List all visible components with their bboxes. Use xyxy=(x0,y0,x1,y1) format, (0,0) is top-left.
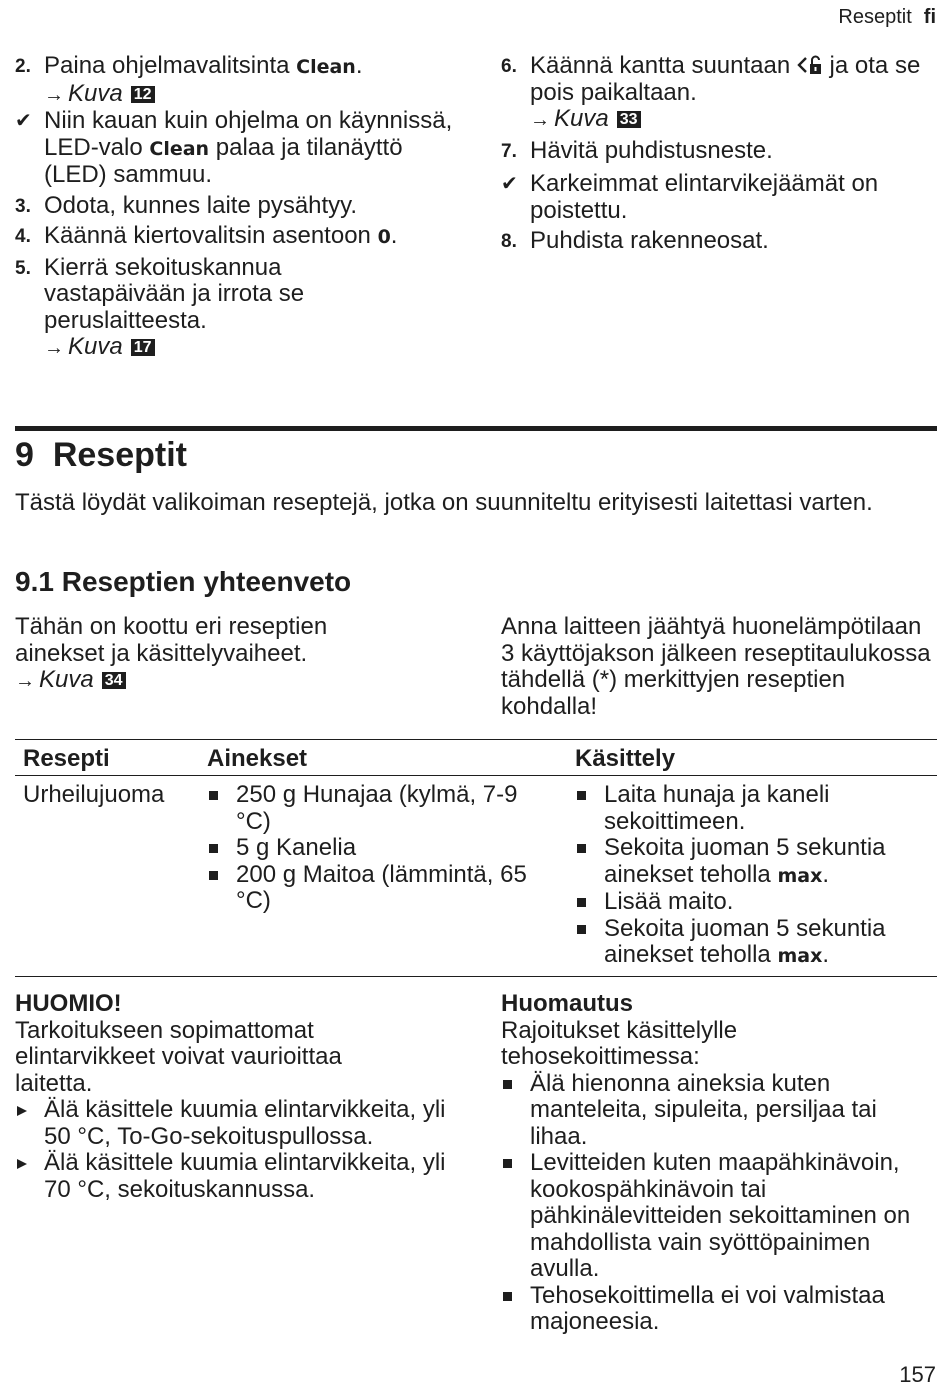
step-text-end: ja ota se pois paikaltaan. xyxy=(530,52,921,106)
left-steps xyxy=(15,53,455,362)
section-number: 9 xyxy=(15,436,34,474)
section-rule xyxy=(15,426,937,431)
list-item: 200 g Maitoa (lämmintä, 65 °C) xyxy=(207,862,559,915)
step-result xyxy=(15,108,455,189)
list-item: 250 g Hunajaa (kylmä, 7-9 °C) xyxy=(207,782,559,835)
unlock-icon xyxy=(797,54,823,76)
subsection-left-text xyxy=(15,614,375,695)
ingredients-list xyxy=(207,782,559,915)
list-item: Älä hienonna aineksia kuten manteleita, sipuleita, persiljaa tai lihaa. xyxy=(501,1071,937,1151)
note-box xyxy=(501,991,937,1336)
recipe-name: Urheilujuoma xyxy=(15,776,199,977)
list-item: 5 g Kanelia xyxy=(207,835,559,862)
checkmark-icon: ✔ xyxy=(501,173,518,195)
step-7 xyxy=(501,138,937,165)
figure-number-badge: 34 xyxy=(102,672,126,689)
figure-ref-label: Kuva xyxy=(68,333,123,360)
step-3 xyxy=(15,193,455,220)
figure-ref-label: Kuva xyxy=(68,79,123,107)
list-item xyxy=(575,782,920,835)
step-text: Sekoita juoman 5 sekuntia ainekset teholla xyxy=(604,914,886,968)
step-2 xyxy=(15,53,455,108)
list-item xyxy=(575,835,920,889)
table-header-row xyxy=(15,740,937,776)
result-text: Niin kauan kuin ohjelma on käynnissä, LED-valo xyxy=(44,107,453,161)
section-intro: Tästä löydät valikoiman reseptejä, jotka on suunniteltu erityisesti laitettasi varten. xyxy=(15,489,873,516)
subsection-heading xyxy=(15,566,351,598)
figure-number-badge: 17 xyxy=(131,339,155,356)
note-text: Rajoitukset käsittelylle tehosekoittimessa: xyxy=(501,1016,738,1070)
subsection-number: 9.1 xyxy=(15,566,54,597)
running-header xyxy=(838,6,936,29)
paragraph: Tähän on koottu eri reseptien ainekset ja käsittelyvaiheet. xyxy=(15,613,328,667)
column-header: Ainekset xyxy=(199,740,567,776)
step-text: Sekoita juoman 5 sekuntia ainekset teholla xyxy=(604,834,886,888)
figure-reference xyxy=(530,105,641,132)
step-text: Käännä kiertovalitsin asentoon xyxy=(44,222,378,249)
figure-number-badge: 12 xyxy=(131,86,155,103)
step-text: Odota, kunnes laite pysähtyy. xyxy=(44,191,358,219)
column-header: Resepti xyxy=(15,740,199,776)
figure-ref-label: Kuva xyxy=(554,105,609,132)
figure-reference xyxy=(44,80,155,107)
processing-cell xyxy=(567,776,937,977)
figure-number-badge: 33 xyxy=(617,111,641,128)
step-text: Kierrä sekoituskannua vastapäivään ja irrota se peruslaitteesta. xyxy=(44,253,305,334)
warning-text: Tarkoitukseen sopimattomat elintarvikkeet voivat vaurioittaa laitetta. xyxy=(15,1016,342,1097)
warning-title: HUOMIO! xyxy=(15,990,122,1017)
page-number: 157 xyxy=(899,1362,936,1387)
step-text-end: . xyxy=(822,860,829,888)
step-text-end: . xyxy=(390,222,398,249)
result-text-end: palaa ja tilanäyttö (LED) sammuu. xyxy=(44,133,403,188)
step-text-end: . xyxy=(822,941,829,968)
figure-reference xyxy=(44,333,155,360)
warning-item xyxy=(15,1150,455,1203)
power-setting: max xyxy=(777,945,823,967)
triangle-bullet-icon xyxy=(17,1159,27,1169)
step-text-end: . xyxy=(355,52,363,79)
arrow-right-icon: → xyxy=(530,109,550,131)
triangle-bullet-icon xyxy=(17,1106,27,1116)
list-item xyxy=(575,889,920,916)
section-heading xyxy=(15,436,187,475)
step-number: 7. xyxy=(501,140,517,162)
arrow-right-icon: → xyxy=(44,337,64,359)
subsection-title: Reseptien yhteenveto xyxy=(61,566,352,597)
step-5 xyxy=(15,255,344,362)
section-title: Reseptit xyxy=(52,436,187,474)
note-list xyxy=(501,1071,937,1336)
column-header: Käsittely xyxy=(567,740,937,776)
step-number: 3. xyxy=(15,195,31,217)
processing-list xyxy=(575,782,920,970)
power-setting: max xyxy=(777,864,823,887)
subsection-right-text: Anna laitteen jäähtyä huonelämpötilaan 3 käyttöjakson jälkeen reseptitaulukossa tähdellä (*) merkittyjen reseptien kohdalla! xyxy=(501,613,931,720)
program-name: Clean xyxy=(296,56,356,78)
warning-item-text: Älä käsittele kuumia elintarvikkeita, yli 50 °C, To-Go-sekoituspullossa. xyxy=(44,1096,446,1150)
step-text: Hävitä puhdistusneste. xyxy=(530,136,773,164)
step-number: 5. xyxy=(15,257,31,279)
warning-item xyxy=(15,1097,455,1150)
list-item xyxy=(575,916,920,970)
step-number: 6. xyxy=(501,56,517,77)
step-6 xyxy=(501,53,937,134)
list-item: Levitteiden kuten maapähkinävoin, kookospähkinävoin tai pähkinälevitteiden sekoittaminen on mahdollista vain syöttöpainimen avulla. xyxy=(501,1150,937,1283)
arrow-right-icon: → xyxy=(44,83,64,106)
step-text: Puhdista rakenneosat. xyxy=(530,227,769,254)
program-name: Clean xyxy=(149,137,210,160)
recipe-table xyxy=(15,739,937,977)
step-text: Paina ohjelmavalitsinta xyxy=(44,52,297,79)
figure-reference xyxy=(15,666,126,693)
warning-item-text: Älä käsittele kuumia elintarvikkeita, yli 70 °C, sekoituskannussa. xyxy=(44,1149,446,1203)
step-number: 8. xyxy=(501,231,517,252)
right-steps xyxy=(501,53,937,255)
arrow-right-icon: → xyxy=(15,670,35,692)
dial-position: 0 xyxy=(377,226,391,248)
note-title: Huomautus xyxy=(501,990,633,1017)
step-text: Laita hunaja ja kaneli sekoittimeen. xyxy=(604,781,830,835)
step-4 xyxy=(15,223,455,251)
step-number: 4. xyxy=(15,226,31,247)
result-text: Karkeimmat elintarvikejäämät on poistettu. xyxy=(530,170,879,224)
header-section-title: Reseptit xyxy=(838,6,912,28)
header-language-code: fi xyxy=(923,6,936,28)
step-text: Lisää maito. xyxy=(604,888,734,915)
step-8 xyxy=(501,228,937,255)
table-row xyxy=(15,776,937,977)
checkmark-icon: ✔ xyxy=(15,110,32,132)
step-text: Käännä kantta suuntaan xyxy=(530,52,797,79)
step-result xyxy=(501,171,937,224)
list-item: Tehosekoittimella ei voi valmistaa majoneesia. xyxy=(501,1283,920,1336)
ingredients-cell xyxy=(199,776,567,977)
figure-ref-label: Kuva xyxy=(39,666,94,693)
step-number: 2. xyxy=(15,56,31,77)
warning-box xyxy=(15,991,455,1203)
